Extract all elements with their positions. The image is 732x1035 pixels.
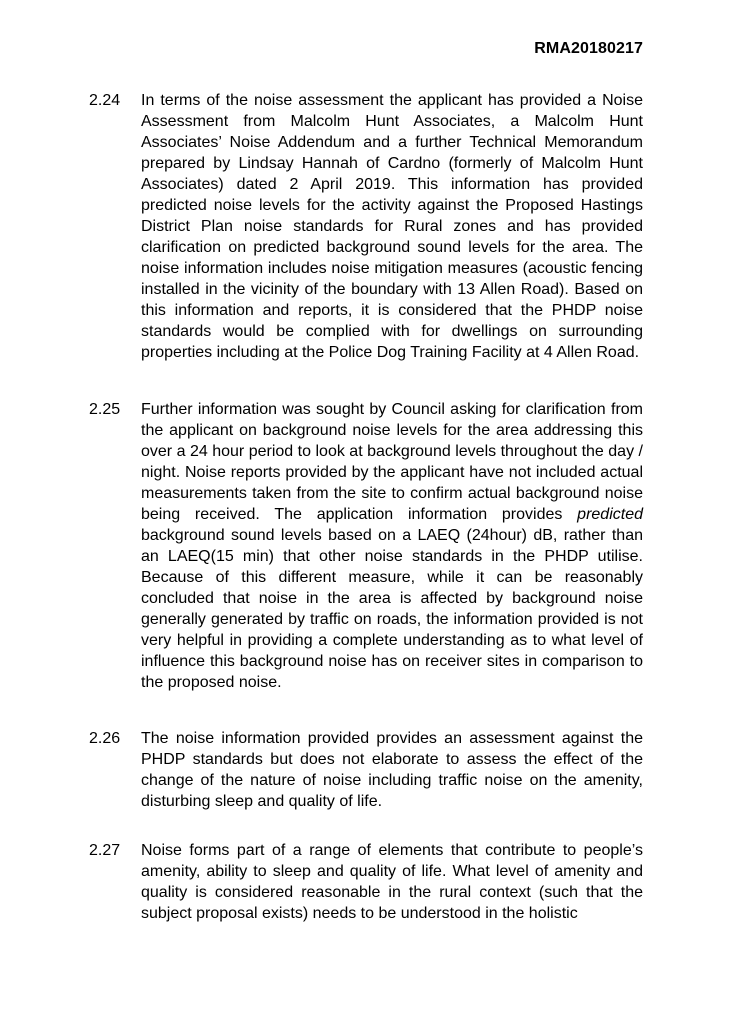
paragraph-body [141, 399, 643, 693]
emphasis-predicted: predicted [577, 506, 643, 523]
paragraph-text [141, 840, 643, 924]
paragraph-text [141, 90, 643, 363]
paragraph-2-26 [89, 728, 643, 812]
paragraph-body-part-2: background sound levels based on a LAEQ (24hour) dB, rather than an LAEQ(15 min) that other noise standards in the PHDP utilise. Because of this different measure, while it can be reasonably concluded that noise in the area is affected by background noise generally generated by traffic on roads, the information provided is not very helpful in providing a complete understanding as to what level of influence this background noise has on receiver sites in comparison to the proposed noise. [141, 527, 643, 691]
paragraph-2-27 [89, 840, 643, 924]
paragraph-body: The noise information provided provides an assessment against the PHDP standards but does not elaborate to assess the effect of the change of the nature of noise including traffic noise on the amenity, disturbing sleep and quality of life. [141, 730, 643, 810]
paragraph-text [141, 728, 643, 812]
paragraph-number: 2.24 [89, 92, 121, 109]
paragraph-body: In terms of the noise assessment the applicant has provided a Noise Assessment from Malcolm Hunt Associates, a Malcolm Hunt Associates’ Noise Addendum and a further Technical Memorandum prepared by Lindsay Hannah of Cardno (formerly of Malcolm Hunt Associates) dated 2 April 2019. This information has provided predicted noise levels for the activity against the Proposed Hastings District Plan noise standards for Rural zones and has provided clarification on predicted background sound levels for the area. The noise information includes noise mitigation measures (acoustic fencing installed in the vicinity of the boundary with 13 Allen Road). Based on this information and reports, it is considered that the PHDP noise standards would be complied with for dwellings on surrounding properties including at the Police Dog Training Facility at 4 Allen Road. [141, 92, 643, 361]
paragraph-number: 2.27 [89, 842, 121, 859]
paragraph-body: Noise forms part of a range of elements that contribute to people’s amenity, ability to sleep and quality of life. What level of amenity and quality is considered reasonable in the rural context (such that the subject proposal exists) needs to be understood in the holistic [141, 842, 643, 922]
paragraph-number: 2.25 [89, 401, 121, 418]
paragraph-2-24 [89, 90, 643, 363]
paragraph-2-25 [89, 399, 643, 693]
paragraph-number: 2.26 [89, 730, 121, 747]
paragraph-text [141, 399, 643, 693]
document-reference: RMA20180217 [534, 40, 643, 57]
paragraph-body-part-1: Further information was sought by Council asking for clarification from the applicant on background noise levels for the area addressing this over a 24 hour period to look at background levels throughout the day / night. Noise reports provided by the applicant have not included actual measurements taken from the site to confirm actual background noise being received. The application information provides [141, 401, 643, 523]
